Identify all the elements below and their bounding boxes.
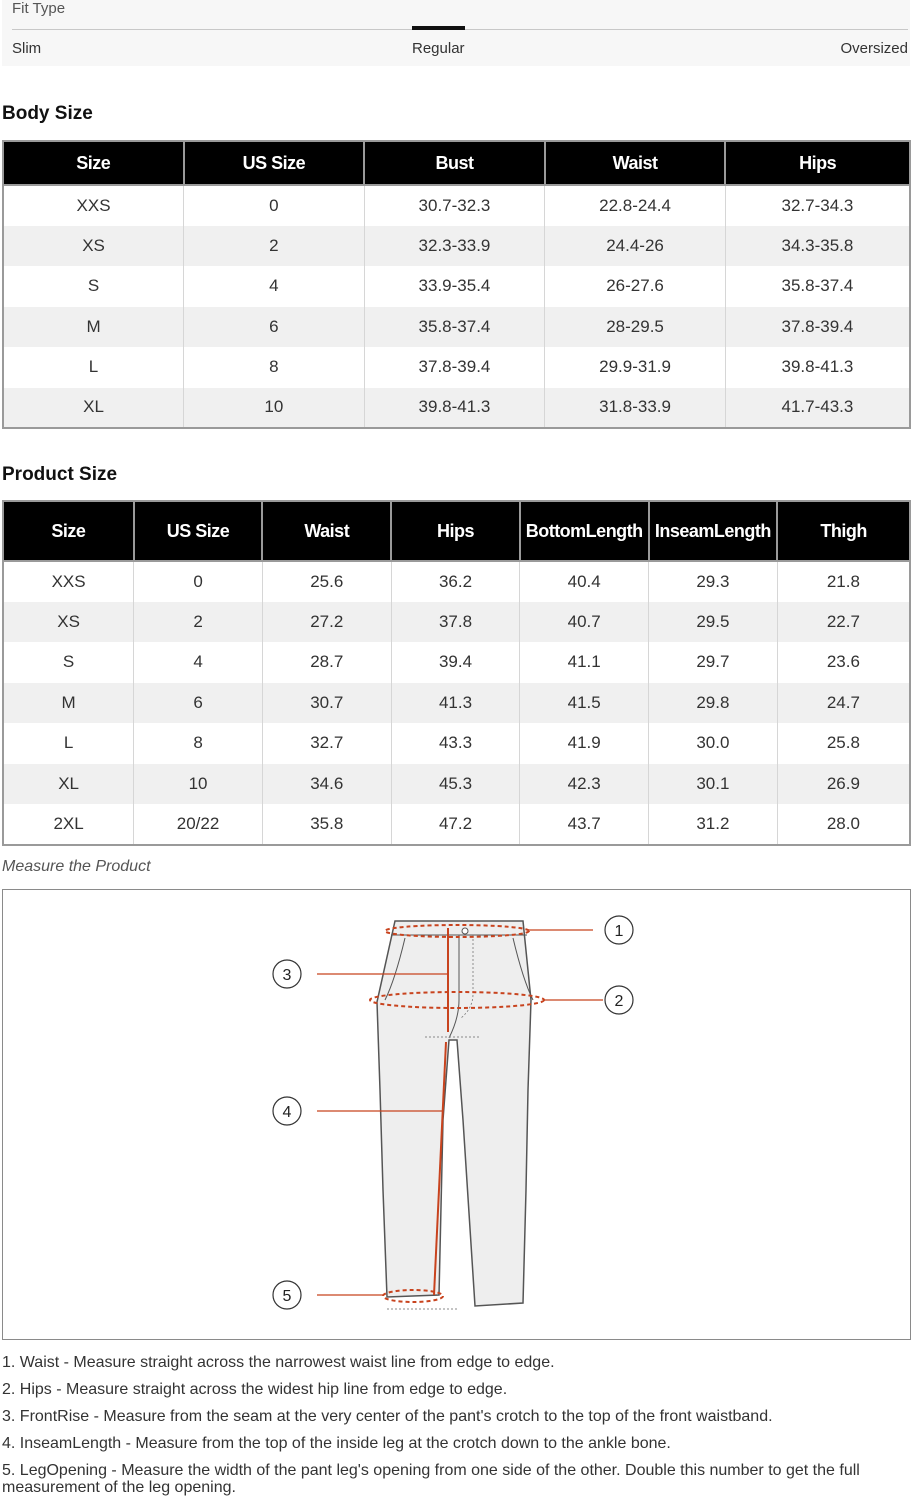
table-cell: 20/22 [134,804,263,845]
pants-illustration [3,890,909,1338]
table-cell: 42.3 [520,764,649,805]
note-inseam-length: 4. InseamLength - Measure from the top of the inside leg at the crotch down to the ankle bone. [2,1435,671,1452]
table-cell: S [3,266,184,307]
table-cell: 26.9 [777,764,910,805]
measurement-diagram [2,889,911,1340]
table-cell: 10 [134,764,263,805]
table-cell: 26-27.6 [545,266,726,307]
table-cell: 35.8-37.4 [364,307,545,348]
table-cell: 8 [134,723,263,764]
table-cell: 43.3 [391,723,520,764]
table-cell: 29.5 [649,602,778,643]
column-header: Size [3,501,134,561]
table-cell: 31.8-33.9 [545,388,726,429]
table-cell: 40.7 [520,602,649,643]
table-cell: 37.8 [391,602,520,643]
table-cell: 39.8-41.3 [364,388,545,429]
table-cell: 32.3-33.9 [364,226,545,267]
column-header: Hips [391,501,520,561]
marker-2 [605,986,633,1014]
note-waist: 1. Waist - Measure straight across the narrowest waist line from edge to edge. [2,1354,555,1371]
column-header: US Size [134,501,263,561]
column-header: BottomLength [520,501,649,561]
table-cell: 2 [184,226,365,267]
product-size-table [2,500,911,846]
table-row [3,723,910,764]
table-cell: XL [3,764,134,805]
table-cell: 41.3 [391,683,520,724]
table-cell: 24.4-26 [545,226,726,267]
table-cell: 23.6 [826,652,860,672]
table-cell: XS [3,226,184,267]
marker-4 [273,1097,301,1125]
table-cell: 22.7 [777,602,910,643]
table-cell: 41.7-43.3 [725,388,910,429]
column-header: Waist [545,141,726,185]
table-cell: 28.0 [826,813,860,833]
column-header: InseamLength [649,501,778,561]
table-cell: 4 [184,266,365,307]
table-cell: 30.0 [649,723,778,764]
table-cell: 29.8 [649,683,778,724]
table-cell: 29.3 [649,561,778,602]
product-size-title: Product Size [2,464,118,485]
table-cell: 6 [134,683,263,724]
table-cell: 0 [184,185,365,226]
table-row [3,388,910,429]
marker-5 [273,1281,301,1309]
note-front-rise: 3. FrontRise - Measure from the seam at the very center of the pant's crotch to the top of the front waistband. [2,1408,773,1425]
fit-selected-marker [412,26,465,30]
table-cell: 32.7-34.3 [781,195,854,215]
table-row [3,226,910,267]
table-cell: 41.1 [520,642,649,683]
table-cell: 21.8 [826,571,860,591]
table-cell: 30.7-32.3 [364,185,545,226]
table-cell: 33.9-35.4 [364,266,545,307]
body-size-title: Body Size [2,103,93,124]
column-header: Waist [262,501,391,561]
table-cell: XXS [3,561,134,602]
table-cell: M [3,683,134,724]
table-cell: 24.7 [777,683,910,724]
table-row [3,804,910,845]
table-cell: 47.2 [391,804,520,845]
table-cell: 27.2 [262,602,391,643]
table-cell: 34.3-35.8 [725,226,910,267]
table-row [3,347,910,388]
table-cell: 39.4 [391,642,520,683]
marker-label: 3 [282,967,292,984]
table-cell: S [3,642,134,683]
column-header: Thigh [777,501,910,561]
table-cell: 4 [134,642,263,683]
table-cell: 30.7 [262,683,391,724]
table-cell: L [3,723,134,764]
column-header: US Size [184,141,365,185]
table-cell: 25.8 [826,733,860,753]
table-cell: 8 [184,347,365,388]
table-cell: 37.8-39.4 [364,347,545,388]
table-cell: XXS [3,185,184,226]
marker-label: 1 [614,923,624,940]
table-header-row [3,141,910,185]
table-cell: 36.2 [391,561,520,602]
pants-outline [377,921,531,1306]
marker-1 [605,916,633,944]
table-header-row [3,501,910,561]
column-header: Size [3,141,184,185]
table-row [3,185,910,226]
measure-caption: Measure the Product [2,858,151,875]
fit-label-regular: Regular [412,40,465,57]
table-cell: 39.8-41.3 [781,357,854,377]
table-cell: 45.3 [391,764,520,805]
table-cell: 0 [134,561,263,602]
body-size-table [2,140,911,429]
table-cell: 2XL [3,804,134,845]
table-cell: XL [3,388,184,429]
marker-label: 5 [282,1288,292,1305]
table-cell: 41.9 [520,723,649,764]
table-cell: 35.8-37.4 [781,276,854,296]
table-cell: 43.7 [520,804,649,845]
table-cell: XS [3,602,134,643]
note-leg-opening: 5. LegOpening - Measure the width of the pant leg's opening from one side of the other. Double this number to get the full measurement of the leg opening. [2,1462,860,1496]
marker-label: 2 [614,993,624,1010]
table-cell: 40.4 [520,561,649,602]
table-cell: 25.6 [262,561,391,602]
table-cell: 6 [184,307,365,348]
column-header: Bust [364,141,545,185]
table-cell: 34.6 [262,764,391,805]
table-row [3,683,910,724]
table-cell: 28-29.5 [545,307,726,348]
table-row [3,307,910,348]
table-cell: 10 [184,388,365,429]
table-row [3,764,910,805]
table-cell: 32.7 [262,723,391,764]
table-cell: 22.8-24.4 [545,185,726,226]
table-row [3,602,910,643]
table-cell: 37.8-39.4 [725,307,910,348]
table-cell: 30.1 [649,764,778,805]
table-row [3,642,910,683]
fit-type-title: Fit Type [12,0,66,17]
column-header: Hips [725,141,910,185]
table-cell: 41.5 [520,683,649,724]
table-cell: L [3,347,184,388]
table-row [3,266,910,307]
table-cell: 2 [134,602,263,643]
fit-label-slim: Slim [12,40,42,57]
table-cell: M [3,307,184,348]
table-cell: 29.7 [649,642,778,683]
table-cell: 31.2 [649,804,778,845]
table-row [3,561,910,602]
fit-label-oversized: Oversized [840,40,908,57]
marker-3 [273,960,301,988]
table-cell: 29.9-31.9 [545,347,726,388]
fit-type-section [2,0,910,66]
waist-button [462,928,468,934]
table-cell: 28.7 [262,642,391,683]
table-cell: 35.8 [262,804,391,845]
note-hips: 2. Hips - Measure straight across the widest hip line from edge to edge. [2,1381,508,1398]
marker-label: 4 [282,1104,292,1121]
measurement-notes [2,1354,911,1496]
